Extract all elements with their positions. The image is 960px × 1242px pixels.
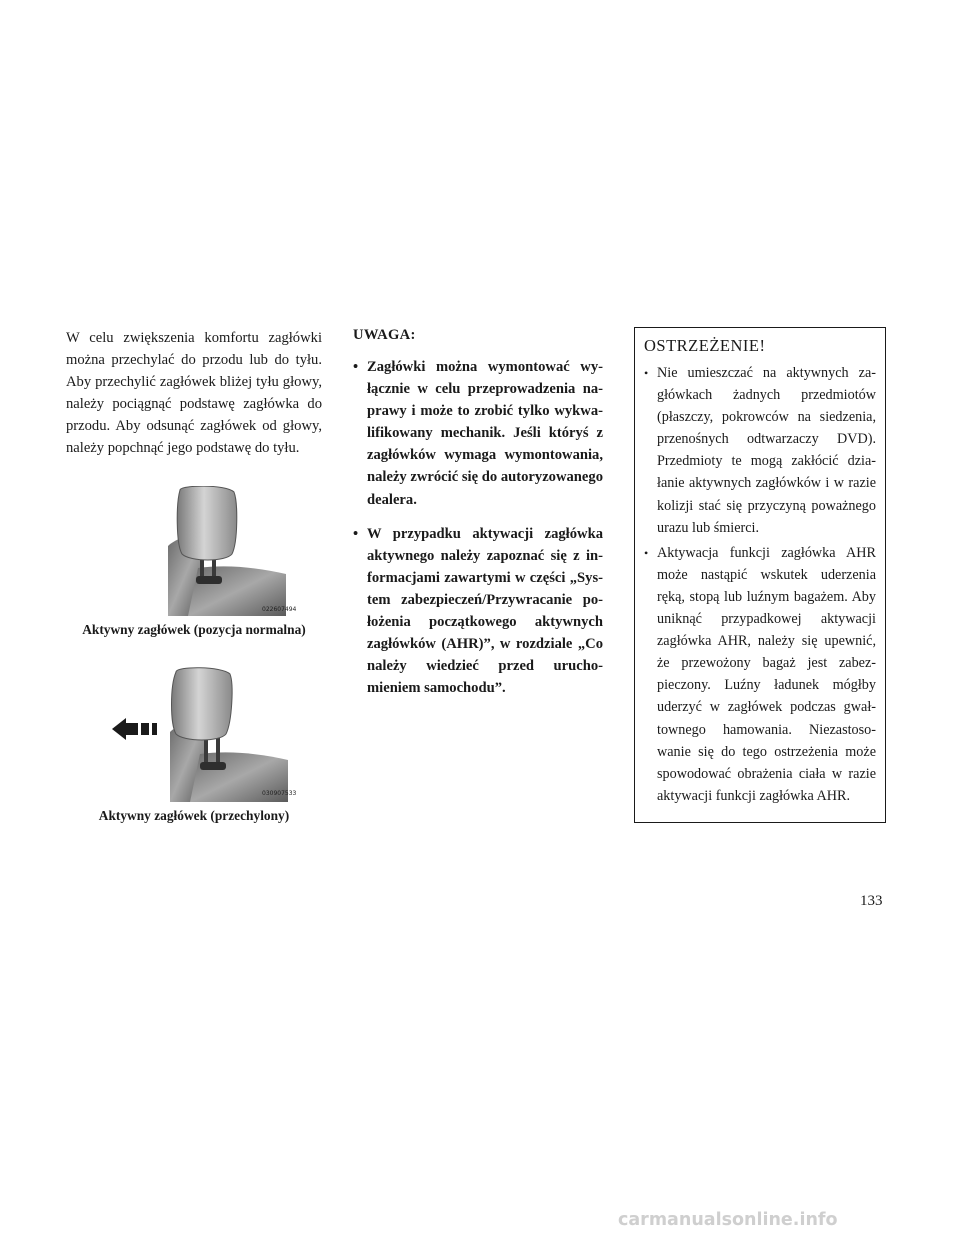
warning-box	[634, 327, 886, 823]
page-number: 133	[860, 893, 883, 909]
headrest-tilted-illustration	[112, 662, 288, 802]
watermark: carmanualsonline.info	[618, 1210, 838, 1230]
warning-item: • Nie umieszczać na aktywnych zagłówkach żadnych przedmiotów (płaszczy, pokrowców na siedzenia, przenośnych odtwarzaczy DVD). Przedmioty te mogą zakłócić działanie aktywnych zagłówków i w razie kolizji stać się przyczyną poważnego urazu lub śmierci.	[644, 362, 876, 539]
right-column	[634, 327, 886, 823]
figure-headrest-tilted	[112, 662, 297, 802]
warning-list	[644, 362, 876, 807]
note-item: • Zagłówki można wymontować wyłącznie w celu przeprowadzenia naprawy i może to zrobić tylko wykwalifikowany mechanik. Jeśli któryś z zagłówków wymaga wymontowania, należy zwrócić się do autoryzowanego dealera.	[353, 356, 603, 511]
note-item: • W przypadku aktywacji zagłówka aktywnego należy zapoznać się z informacjami zawartymi w części „System zabezpieczeń/Przywracanie położenia początkowego aktywnych zagłówków (AHR)”, w rozdziale „Co należy wiedzieć przed uruchomieniem samochodu”.	[353, 523, 603, 700]
headrest-normal-illustration	[168, 486, 286, 616]
warning-item: • Aktywacja funkcji zagłówka AHR może nastąpić wskutek uderzenia ręką, stopą lub luźnym bagażem. Aby uniknąć przypadkowej aktywacji zagłówka AHR, należy się upewnić, że przewożony bagaż jest zabezpieczony. Luźny ładunek mógłby uderzyć w zagłówek podczas gwałtownego hamowania. Niezastosowanie się do tego ostrzeżenia może spowodować obrażenia ciała w razie aktywacji funkcji zagłówka AHR.	[644, 542, 876, 807]
figure1-caption: Aktywny zagłówek (pozycja normalna)	[82, 621, 306, 637]
figure2-code: 030907533	[262, 789, 297, 797]
note-list	[353, 356, 603, 699]
warning-title: OSTRZEŻENIE!	[644, 336, 766, 355]
note-title: UWAGA:	[353, 327, 416, 343]
middle-column	[353, 327, 603, 711]
left-column	[66, 327, 322, 824]
intro-paragraph: W celu zwiększenia komfortu zagłówki można przechylać do przodu lub do tyłu. Aby przechylić zagłówek bliżej tyłu głowy, należy pociągnąć podstawę zagłówka do przodu. Aby odsunąć zagłówek od głowy, należy popchnąć jego podstawę do tyłu.	[66, 330, 322, 457]
figure2-caption: Aktywny zagłówek (przechylony)	[98, 807, 290, 823]
figure-headrest-normal	[168, 486, 297, 616]
figure1-code: 022607494	[262, 605, 297, 613]
